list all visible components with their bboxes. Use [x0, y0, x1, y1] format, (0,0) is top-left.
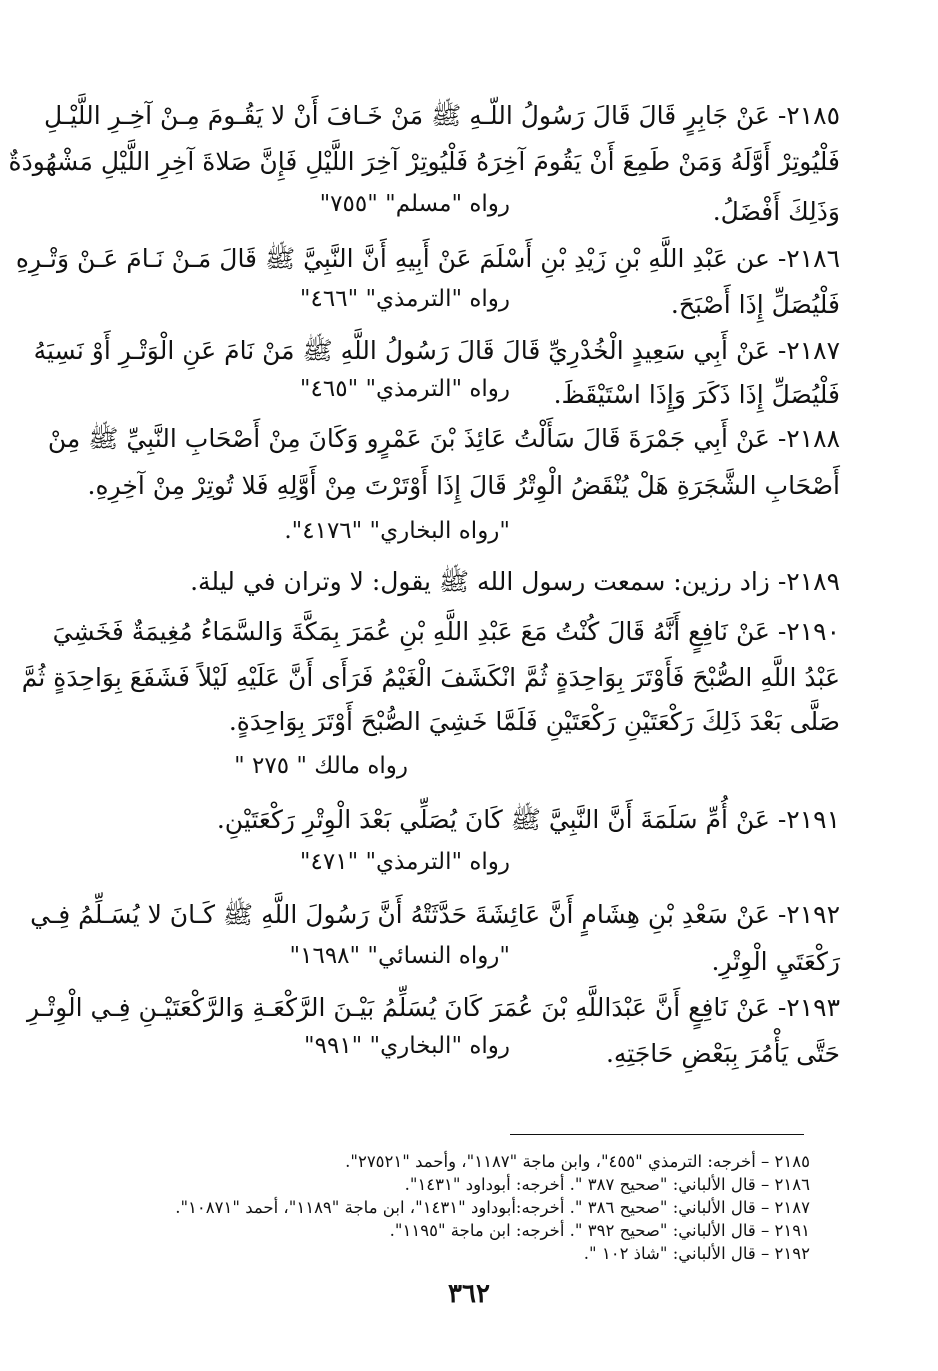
hadith-2187-line-2: فَلْيُصَلِّ إِذَا ذَكَرَ وَإِذَا اسْتَيْقَظَ. — [553, 380, 840, 409]
footnote-2187: ٢١٨٧ – قال الألباني: "صحيح ٣٨٦ ". أخرجه:أبوداود "١٤٣١"، ابن ماجة "١١٨٩"، أحمد "١٠٨٧١". — [175, 1198, 810, 1217]
hadith-2190-line-3: صَلَّى بَعْدَ ذَلِكَ رَكْعَتَيْنِ رَكْعَتَيْنِ فَلَمَّا خَشِيَ الصُّبْحَ أَوْتَرَ بِوَاحِدَةٍ. — [228, 707, 840, 736]
hadith-2186-source: رواه "الترمذي" "٤٦٦" — [299, 286, 510, 312]
footnote-2191: ٢١٩١ – قال الألباني: "صحيح ٣٩٢ ". أخرجه: ابن ماجة "١١٩٥". — [389, 1221, 810, 1240]
footnote-2192: ٢١٩٢ – قال الألباني: "شاذ ١٠٢ ". — [583, 1244, 810, 1263]
hadith-2193-line-2: حَتَّى يَأْمُرَ بِبَعْضِ حَاجَتِهِ. — [605, 1039, 840, 1068]
hadith-2192-line-2: رَكْعَتَيِ الْوِتْرِ. — [711, 947, 840, 976]
footnote-2185: ٢١٨٥ – أخرجه: الترمذي "٤٥٥"، وابن ماجة "١١٨٧"، وأحمد "٢٧٥٢١". — [345, 1152, 810, 1171]
hadith-2185-source: رواه "مسلم" "٧٥٥" — [319, 191, 510, 217]
hadith-2190-source: رواه مالك " ٢٧٥ " — [234, 753, 408, 779]
footnote-2186: ٢١٨٦ – قال الألباني: "صحيح ٣٨٧ ". أخرجه: أبوداود "١٤٣١". — [404, 1175, 810, 1194]
hadith-2185-line-1: ٢١٨٥- عَنْ جَابِرٍ قَالَ قَالَ رَسُولُ اللّـهِ ﷺ مَنْ خَـافَ أَنْ لا يَقُـومَ مِـنْ آخِـرِ اللَّيْـلِ — [44, 101, 840, 130]
hadith-2186-line-2: فَلْيُصَلِّ إِذَا أَصْبَحَ. — [670, 290, 840, 319]
hadith-2193-source: رواه "البخاري" "٩٩١" — [304, 1033, 510, 1059]
hadith-2191-source: رواه "الترمذي" "٤٧١" — [299, 849, 510, 875]
hadith-2192-source: "رواه النسائي" "١٦٩٨" — [289, 943, 510, 969]
hadith-2190-line-2: عَبْدُ اللَّهِ الصُّبْحَ فَأَوْتَرَ بِوَاحِدَةٍ ثُمَّ انْكَشَفَ الْغَيْمُ فَرَأَى أَنَّ عَلَيْهِ لَيْلاً فَشَفَعَ بِوَاحِدَةٍ ثُمَّ — [21, 663, 840, 692]
hadith-2188-line-1: ٢١٨٨- عَنْ أَبِي جَمْرَةَ قَالَ سَأَلْتُ عَائِذَ بْنَ عَمْرٍو وَكَانَ مِنْ أَصْحَابِ النَّبِيِّ ﷺ مِنْ — [47, 424, 840, 453]
hadith-2185-line-2: فَلْيُوتِرْ أَوَّلَهُ وَمَنْ طَمِعَ أَنْ يَقُومَ آخِرَهُ فَلْيُوتِرْ آخِرَ اللَّيْلِ فَإِنَّ صَلاةَ آخِرِ اللَّيْلِ مَشْهُودَةٌ — [8, 147, 840, 176]
hadith-2187-line-1: ٢١٨٧- عَنْ أَبِي سَعِيدٍ الْخُدْرِيِّ قَالَ قَالَ رَسُولُ اللَّهِ ﷺ مَنْ نَامَ عَنِ الْوَتْـرِ أَوْ نَسِيَهُ — [33, 336, 840, 365]
hadith-2190-line-1: ٢١٩٠- عَنْ نَافِعٍ أَنَّهُ قَالَ كُنْتُ مَعَ عَبْدِ اللَّهِ بْنِ عُمَرَ بِمَكَّةَ وَالسَّمَاءُ مُغِيمَةٌ فَخَشِيَ — [52, 617, 840, 646]
hadith-2188-line-2: أَصْحَابِ الشَّجَرَةِ هَلْ يُنْقَضُ الْوِتْرُ قَالَ إِذَا أَوْتَرْتَ مِنْ أَوَّلِهِ فَلا تُوتِرْ مِنْ آخِرِهِ. — [87, 471, 840, 500]
hadith-2186-line-1: ٢١٨٦- عن عَبْدِ اللَّهِ بْنِ زَيْدِ بْنِ أَسْلَمَ عَنْ أَبِيهِ أَنَّ النَّبِيَّ ﷺ قَالَ مَـنْ نَـامَ عَـنْ وَتْـرِهِ — [15, 244, 840, 273]
hadith-2189-line-1: ٢١٨٩- زاد رزين: سمعت رسول الله ﷺ يقول: لا وتران في ليلة. — [190, 567, 840, 596]
footnote-divider — [510, 1134, 804, 1135]
hadith-2193-line-1: ٢١٩٣- عَنْ نَافِعٍ أَنَّ عَبْدَاللَّهِ بْنَ عُمَرَ كَانَ يُسَلِّمُ بَيْـنَ الرَّكْعَـةِ وَالرَّكْعَتَيْـنِ فِـي الْوِتْـرِ — [27, 993, 840, 1022]
hadith-2191-line-1: ٢١٩١- عَنْ أُمِّ سَلَمَةَ أَنَّ النَّبِيَّ ﷺ كَانَ يُصَلِّي بَعْدَ الْوِتْرِ رَكْعَتَيْنِ. — [216, 805, 840, 834]
page-number: ٣٦٢ — [448, 1279, 490, 1309]
hadith-2188-source: "رواه البخاري" "٤١٧٦". — [284, 518, 510, 544]
hadith-2187-source: رواه "الترمذي" "٤٦٥" — [299, 376, 510, 402]
hadith-2192-line-1: ٢١٩٢- عَنْ سَعْدِ بْنِ هِشَامٍ أَنَّ عَائِشَةَ حَدَّثَتْهُ أَنَّ رَسُولَ اللَّهِ ﷺ كَـانَ لا يُسَـلِّمُ فِـي — [30, 900, 840, 929]
hadith-2185-line-3: وَذَلِكَ أَفْضَلُ. — [712, 197, 840, 226]
